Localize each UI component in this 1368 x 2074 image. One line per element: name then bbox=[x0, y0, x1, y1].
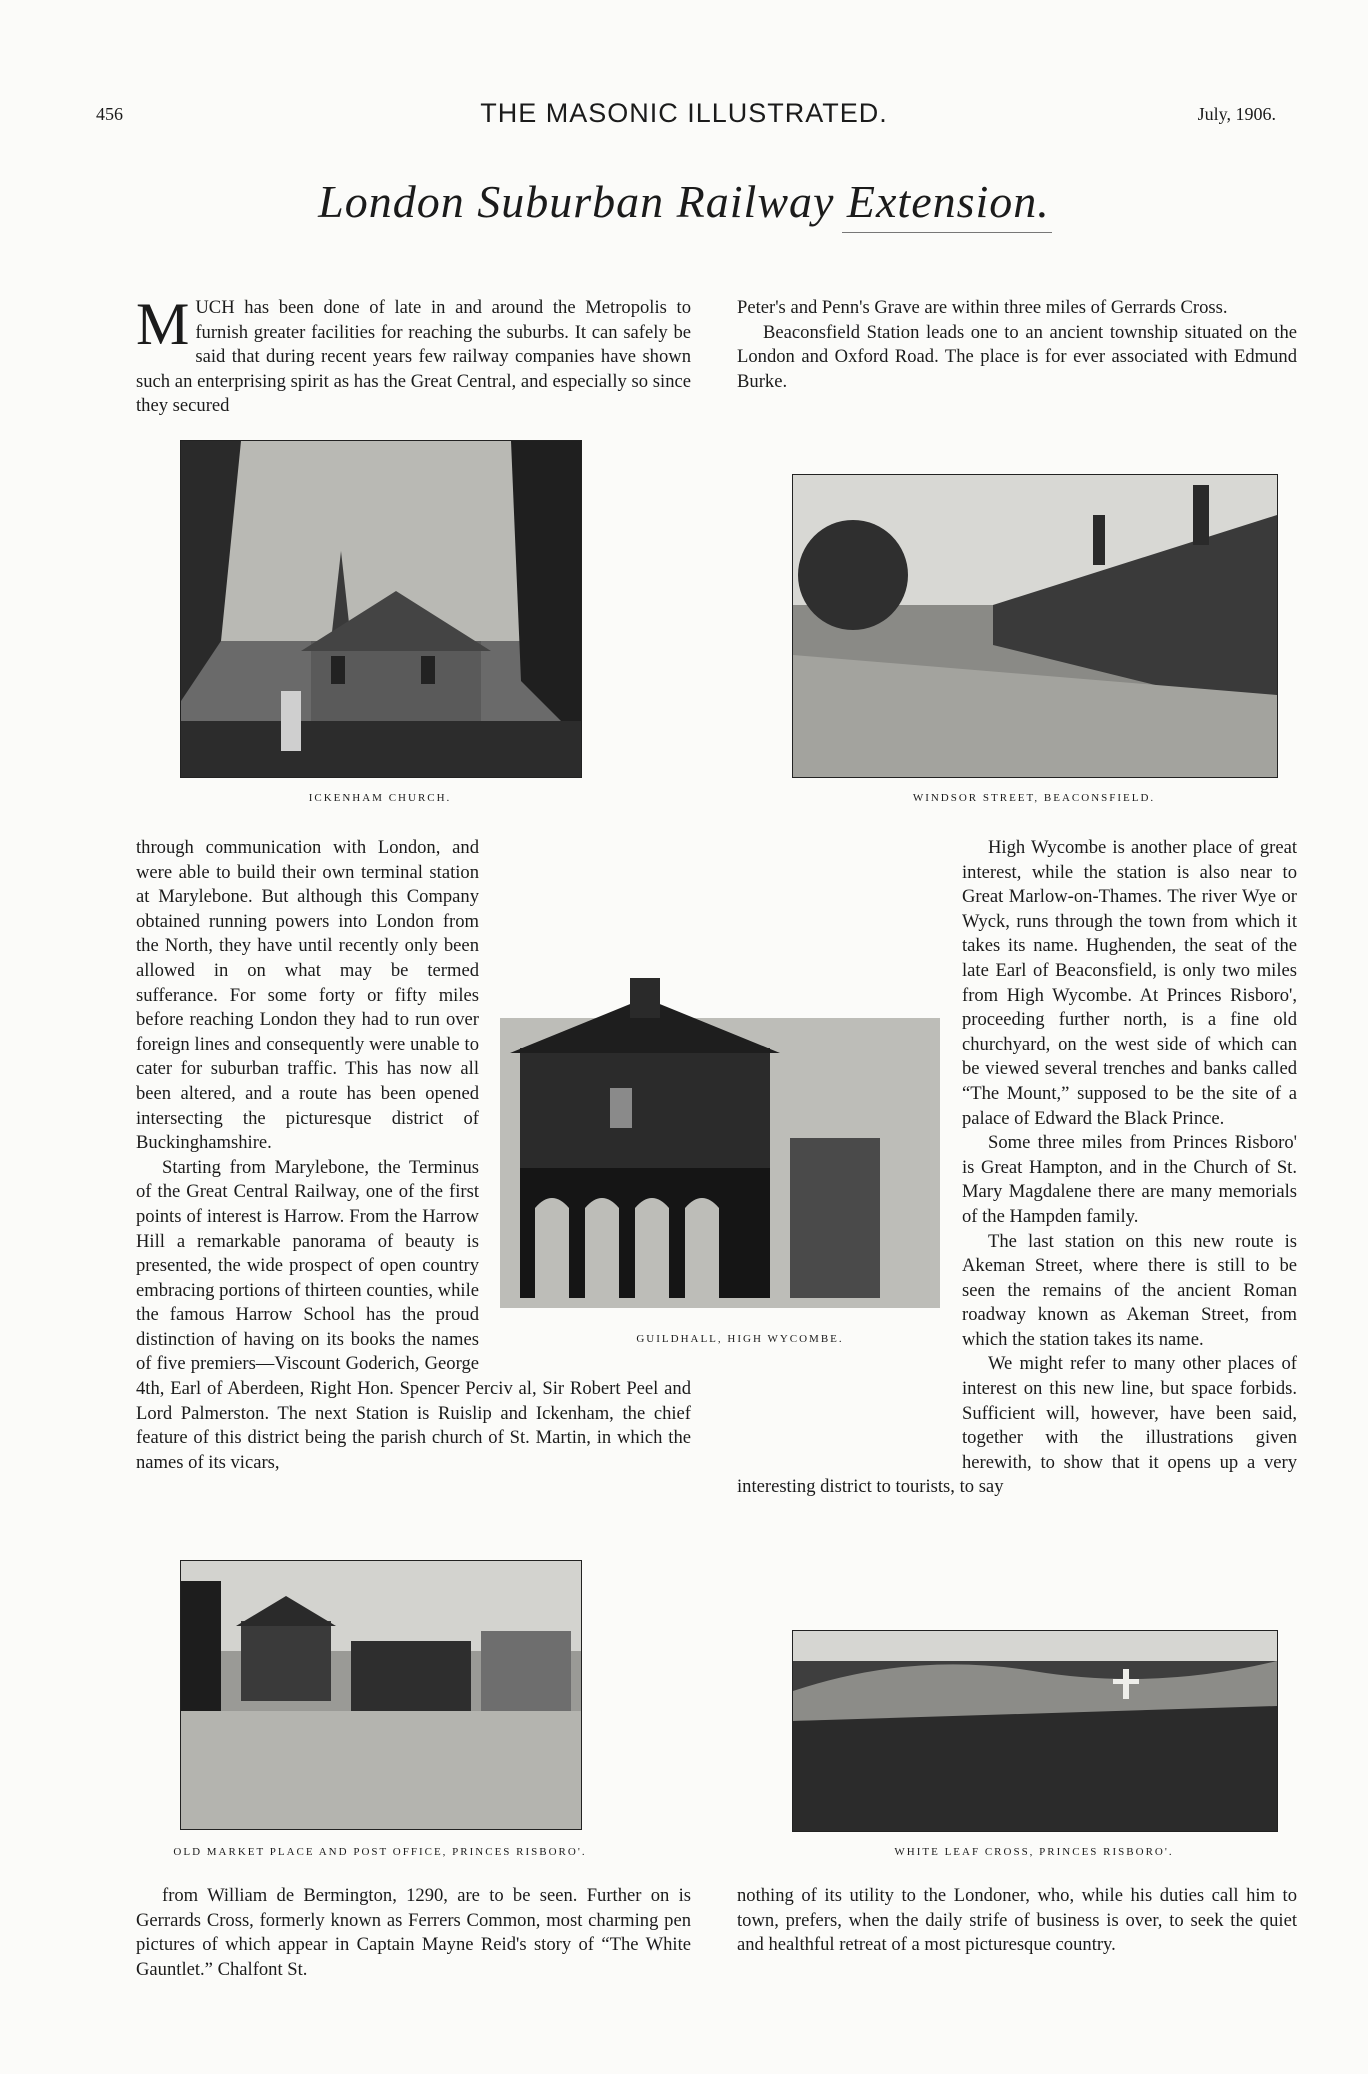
paragraph: The last station on this new route is Akeman Street, where there is still to be seen the remains of the ancient Roman roadway known as Akeman Street, from which the station takes its name. bbox=[962, 1230, 1297, 1350]
paragraph: We might refer to many other places of interest on this new line, but space forbids. Sufficient will, however, have been said, together with the illustrations given herewith, to show that it opens up a very interesting district to tourists, to say bbox=[737, 1353, 1297, 1498]
column-1-top bbox=[136, 291, 691, 419]
paragraph: Some three miles from Princes Risboro' is Great Hampton, and in the Church of St. Mary Magdalene there are many memorials of the Hampden family. bbox=[962, 1132, 1297, 1227]
column-2-bottom bbox=[737, 1884, 1297, 1958]
paragraph: through communication with London, and were able to build their own terminal station at Marylebone. But although this Company obtained running powers into London from the North, they have until recently only been allowed in on what may be termed sufferance. For some forty or fifty miles before reaching London they had to run over foreign lines and consequently were unable to cater for suburban traffic. This has now all been altered, and a route has been opened intersecting the picturesque district of Buckinghamshire. bbox=[136, 837, 479, 1154]
guildhall-caption: GUILDHALL, HIGH WYCOMBE. bbox=[636, 1333, 844, 1345]
article-title: London Suburban Railway Extension. bbox=[318, 176, 1050, 227]
paragraph: from William de Bermington, 1290, are to be seen. Further on is Gerrards Cross, formerly known as Ferrers Common, most charming pen pictures of which appear in Captain Mayne Reid's story of “The White Gauntlet.” Chalfont St. bbox=[136, 1885, 691, 1980]
paragraph: nothing of its utility to the Londoner, who, while his duties call him to town, prefers, when the daily strife of business is over, to seek the quiet and healthful retreat of a most picturesque country. bbox=[737, 1885, 1297, 1956]
title-underline bbox=[842, 232, 1052, 233]
paragraph: High Wycombe is another place of great interest, while the station is also near to Great Marlow-on-Thames. The river Wye or Wyck, runs through the town from which it takes its name. Hughenden, the seat of the late Earl of Beaconsfield, is only two miles from High Wycombe. At Princes Risboro', proceeding further north, is a fine old churchyard, on the west side of which can be viewed several trenches and banks called “The Mount,” supposed to be the site of a palace of Edward the Black Prince. bbox=[962, 837, 1297, 1129]
column-1-bottom bbox=[136, 1884, 691, 1982]
paragraph: Beaconsfield Station leads one to an ancient township situated on the London and Oxford Road. The place is for ever associated with Edmund Burke. bbox=[737, 321, 1297, 392]
ickenham-church-photo bbox=[180, 440, 582, 778]
column-2-top bbox=[737, 296, 1297, 394]
page-number: 456 bbox=[96, 104, 123, 124]
white-leaf-cross-photo bbox=[792, 1630, 1278, 1832]
intro-paragraph: UCH has been done of late in and around the Metropolis to furnish greater facilities for reaching the suburbs. It can safely be said that during recent years few railway companies have shown such an enterprising spirit as has the Great Central, and especially so since they secured bbox=[136, 297, 691, 417]
windsor-street-photo bbox=[792, 474, 1278, 778]
guildhall-photo bbox=[490, 978, 950, 1322]
issue-date: July, 1906. bbox=[1197, 104, 1276, 124]
paragraph: Starting from Marylebone, the Terminus of the Great Central Railway, one of the first points of interest is Harrow. From the Harrow Hill a remarkable panorama of beauty is presented, the wide prospect of open country embracing portions of thirteen counties, while the famous Harrow School has the proud distinction of having on its books the names of five premiers—Viscount Goderich, George 4th, Earl of Aberdeen, Right Hon. Spencer Perciv al, Sir Robert Peel and Lord Palmerston. The next Station is Ruislip and Ickenham, the chief feature of this district being the parish church of St. Martin, in which the names of its vicars, bbox=[136, 1156, 691, 1473]
drop-cap: M bbox=[136, 291, 190, 357]
old-market-caption: OLD MARKET PLACE AND POST OFFICE, PRINCES RISBORO'. bbox=[173, 1846, 587, 1858]
old-market-place-photo bbox=[180, 1560, 582, 1830]
paragraph: Peter's and Penn's Grave are within three miles of Gerrards Cross. bbox=[737, 297, 1228, 318]
ickenham-caption: ICKENHAM CHURCH. bbox=[308, 792, 452, 804]
windsor-street-caption: WINDSOR STREET, BEACONSFIELD. bbox=[912, 792, 1156, 804]
masthead: THE MASONIC ILLUSTRATED. bbox=[480, 98, 888, 128]
white-leaf-caption: WHITE LEAF CROSS, PRINCES RISBORO'. bbox=[894, 1846, 1174, 1858]
